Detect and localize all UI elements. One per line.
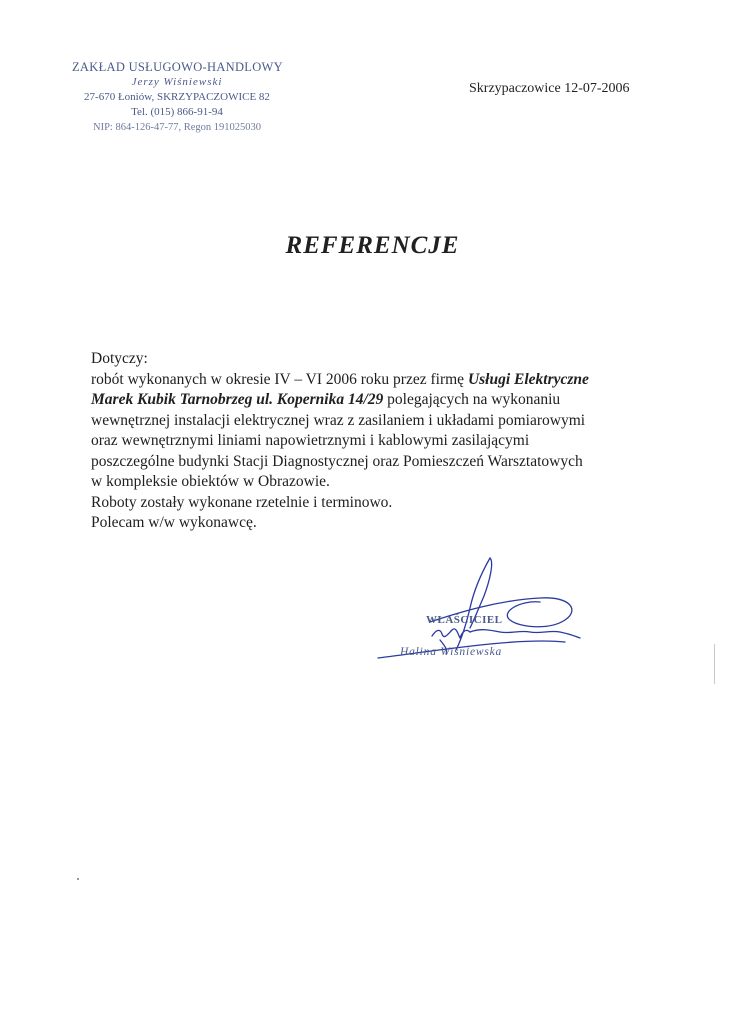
body-line: wewnętrznej instalacji elektrycznej wraz z zasilaniem i układami pomiarowymi bbox=[91, 411, 586, 429]
body-line: w kompleksie obiektów w Obrazowie. bbox=[91, 473, 330, 490]
signature-role: WŁAŚCICIEL bbox=[426, 614, 503, 626]
body-text-segment: polegających na wykonaniu bbox=[383, 391, 561, 408]
place-date: Skrzypaczowice 12-07-2006 bbox=[469, 81, 630, 96]
body-text-segment: robót wykonanych w okresie IV – VI 2006 roku przez firmę bbox=[91, 370, 468, 388]
stamp-company: ZAKŁAD USŁUGOWO-HANDLOWY bbox=[72, 60, 283, 74]
company-stamp bbox=[72, 60, 282, 135]
scan-speck bbox=[77, 878, 79, 880]
scan-speck bbox=[714, 644, 715, 684]
body-line: Dotyczy: bbox=[91, 350, 148, 367]
body-line bbox=[91, 390, 661, 411]
company-name-segment: Usługi Elektryczne bbox=[467, 370, 589, 388]
body-line bbox=[91, 370, 661, 391]
body-line: Roboty zostały wykonane rzetelnie i terminowo. bbox=[91, 493, 393, 511]
body-line: oraz wewnętrznymi liniami napowietrznymi i kablowymi zasilającymi bbox=[91, 432, 530, 449]
stamp-ids: NIP: 864-126-47-77, Regon 191025030 bbox=[93, 122, 261, 133]
letter-body bbox=[91, 349, 661, 534]
stamp-address: 27-670 Łoniów, SKRZYPACZOWICE 82 bbox=[84, 91, 270, 103]
stamp-phone: Tel. (015) 866-91-94 bbox=[131, 106, 223, 118]
signature-name: Halina Wiśniewska bbox=[400, 646, 503, 658]
document-title: REFERENCJE bbox=[285, 232, 460, 259]
body-line: Polecam w/w wykonawcę. bbox=[91, 514, 257, 531]
stamp-owner: Jerzy Wiśniewski bbox=[131, 76, 223, 88]
body-line: poszczególne budynki Stacji Diagnostycznej oraz Pomieszczeń Warsztatowych bbox=[91, 452, 583, 470]
contractor-name-segment: Marek Kubik Tarnobrzeg ul. Kopernika 14/29 bbox=[91, 391, 384, 408]
